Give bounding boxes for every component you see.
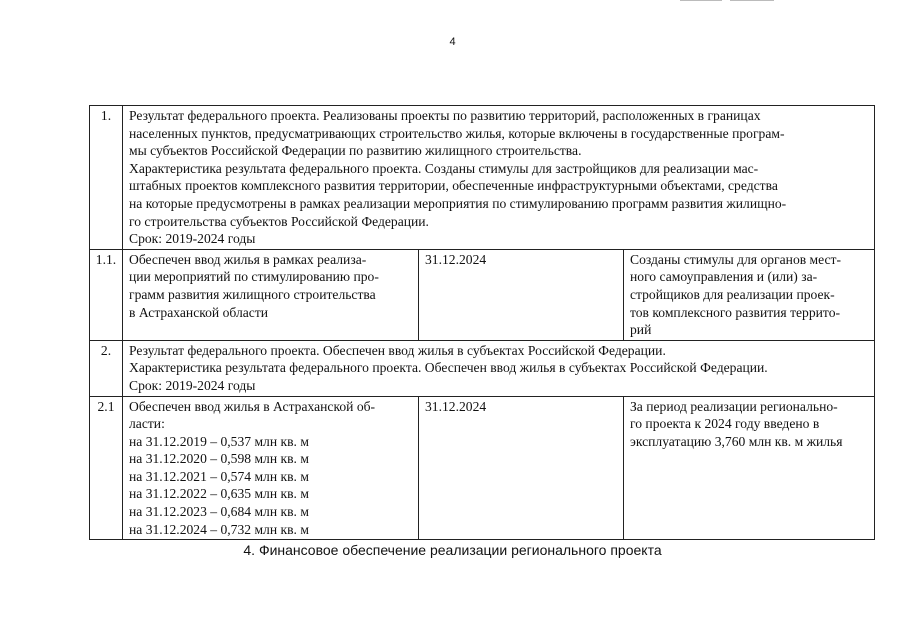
row-number: 2. [90,340,123,396]
date-cell: 31.12.2024 [419,249,624,340]
federal-result-cell [123,340,875,396]
text-line: штабных проектов комплексного развития территории, обеспеченные инфраструктурными объектами, средства [129,178,778,194]
text-line: го проекта к 2024 году введено в [630,416,820,432]
text-line: мы субъектов Российской Федерации по развитию жилищного строительства. [129,143,582,159]
text-line: на 31.12.2019 – 0,537 млн кв. м [129,433,309,449]
section-heading: 4. Финансовое обеспечение реализации регионального проекта [243,542,662,558]
text-line: рий [630,322,652,338]
text-line: го строительства субъектов Российской Федерации. [129,213,429,229]
project-results-table [89,105,875,540]
scan-artifact [730,0,774,1]
text-line: на которые предусмотрены в рамках реализации мероприятия по стимулированию программ развития жилищно- [129,195,787,211]
text-line: ции мероприятий по стимулированию про- [129,269,379,285]
text-line: ного самоуправления и (или) за- [630,269,818,285]
text-line: Результат федерального проекта. Обеспечен ввод жилья в субъектах Российской Федерации. [129,342,666,358]
row-number: 2.1 [90,396,123,540]
federal-result-cell [123,106,875,250]
text-line: населенных пунктов, предусматривающих строительство жилья, которые включены в государственные програм- [129,125,785,141]
text-line: Характеристика результата федерального проекта. Обеспечен ввод жилья в субъектах Российской Федерации. [129,360,768,376]
text-line: Срок: 2019-2024 годы [129,377,256,393]
text-line: на 31.12.2020 – 0,598 млн кв. м [129,451,309,467]
text-line: эксплуатацию 3,760 млн кв. м жилья [630,433,843,449]
table-row-1 [90,106,875,250]
text-line: Созданы стимулы для органов мест- [630,251,842,267]
text-line: Обеспечен ввод жилья в Астраханской об- [129,398,376,414]
page-number: 4 [449,36,456,48]
text-line: грамм развития жилищного строительства [129,286,376,302]
table-row-2-1 [90,396,875,540]
table-row-1-1 [90,249,875,340]
text-line: Срок: 2019-2024 годы [129,231,256,247]
row-number: 1. [90,106,123,250]
text-line: на 31.12.2023 – 0,684 млн кв. м [129,504,309,520]
text-line: Характеристика результата федерального проекта. Созданы стимулы для застройщиков для реализации мас- [129,160,759,176]
text-line: Обеспечен ввод жилья в рамках реализа- [129,251,367,267]
date-cell: 31.12.2024 [419,396,624,540]
text-line: ласти: [129,416,165,432]
text-line: тов комплексного развития террито- [630,304,841,320]
text-line: на 31.12.2022 – 0,635 млн кв. м [129,486,309,502]
scan-artifact [680,0,722,1]
text-line: на 31.12.2024 – 0,732 млн кв. м [129,521,309,537]
description-cell [123,396,419,540]
text-line: на 31.12.2021 – 0,574 млн кв. м [129,468,309,484]
table-row-2 [90,340,875,396]
text-line: стройщиков для реализации проек- [630,286,835,302]
row-number: 1.1. [90,249,123,340]
description-cell [123,249,419,340]
text-line: Результат федерального проекта. Реализованы проекты по развитию территорий, расположенных в границах [129,108,761,123]
text-line: За период реализации регионально- [630,398,838,414]
result-cell [624,396,875,540]
result-cell [624,249,875,340]
text-line: в Астраханской области [129,304,269,320]
